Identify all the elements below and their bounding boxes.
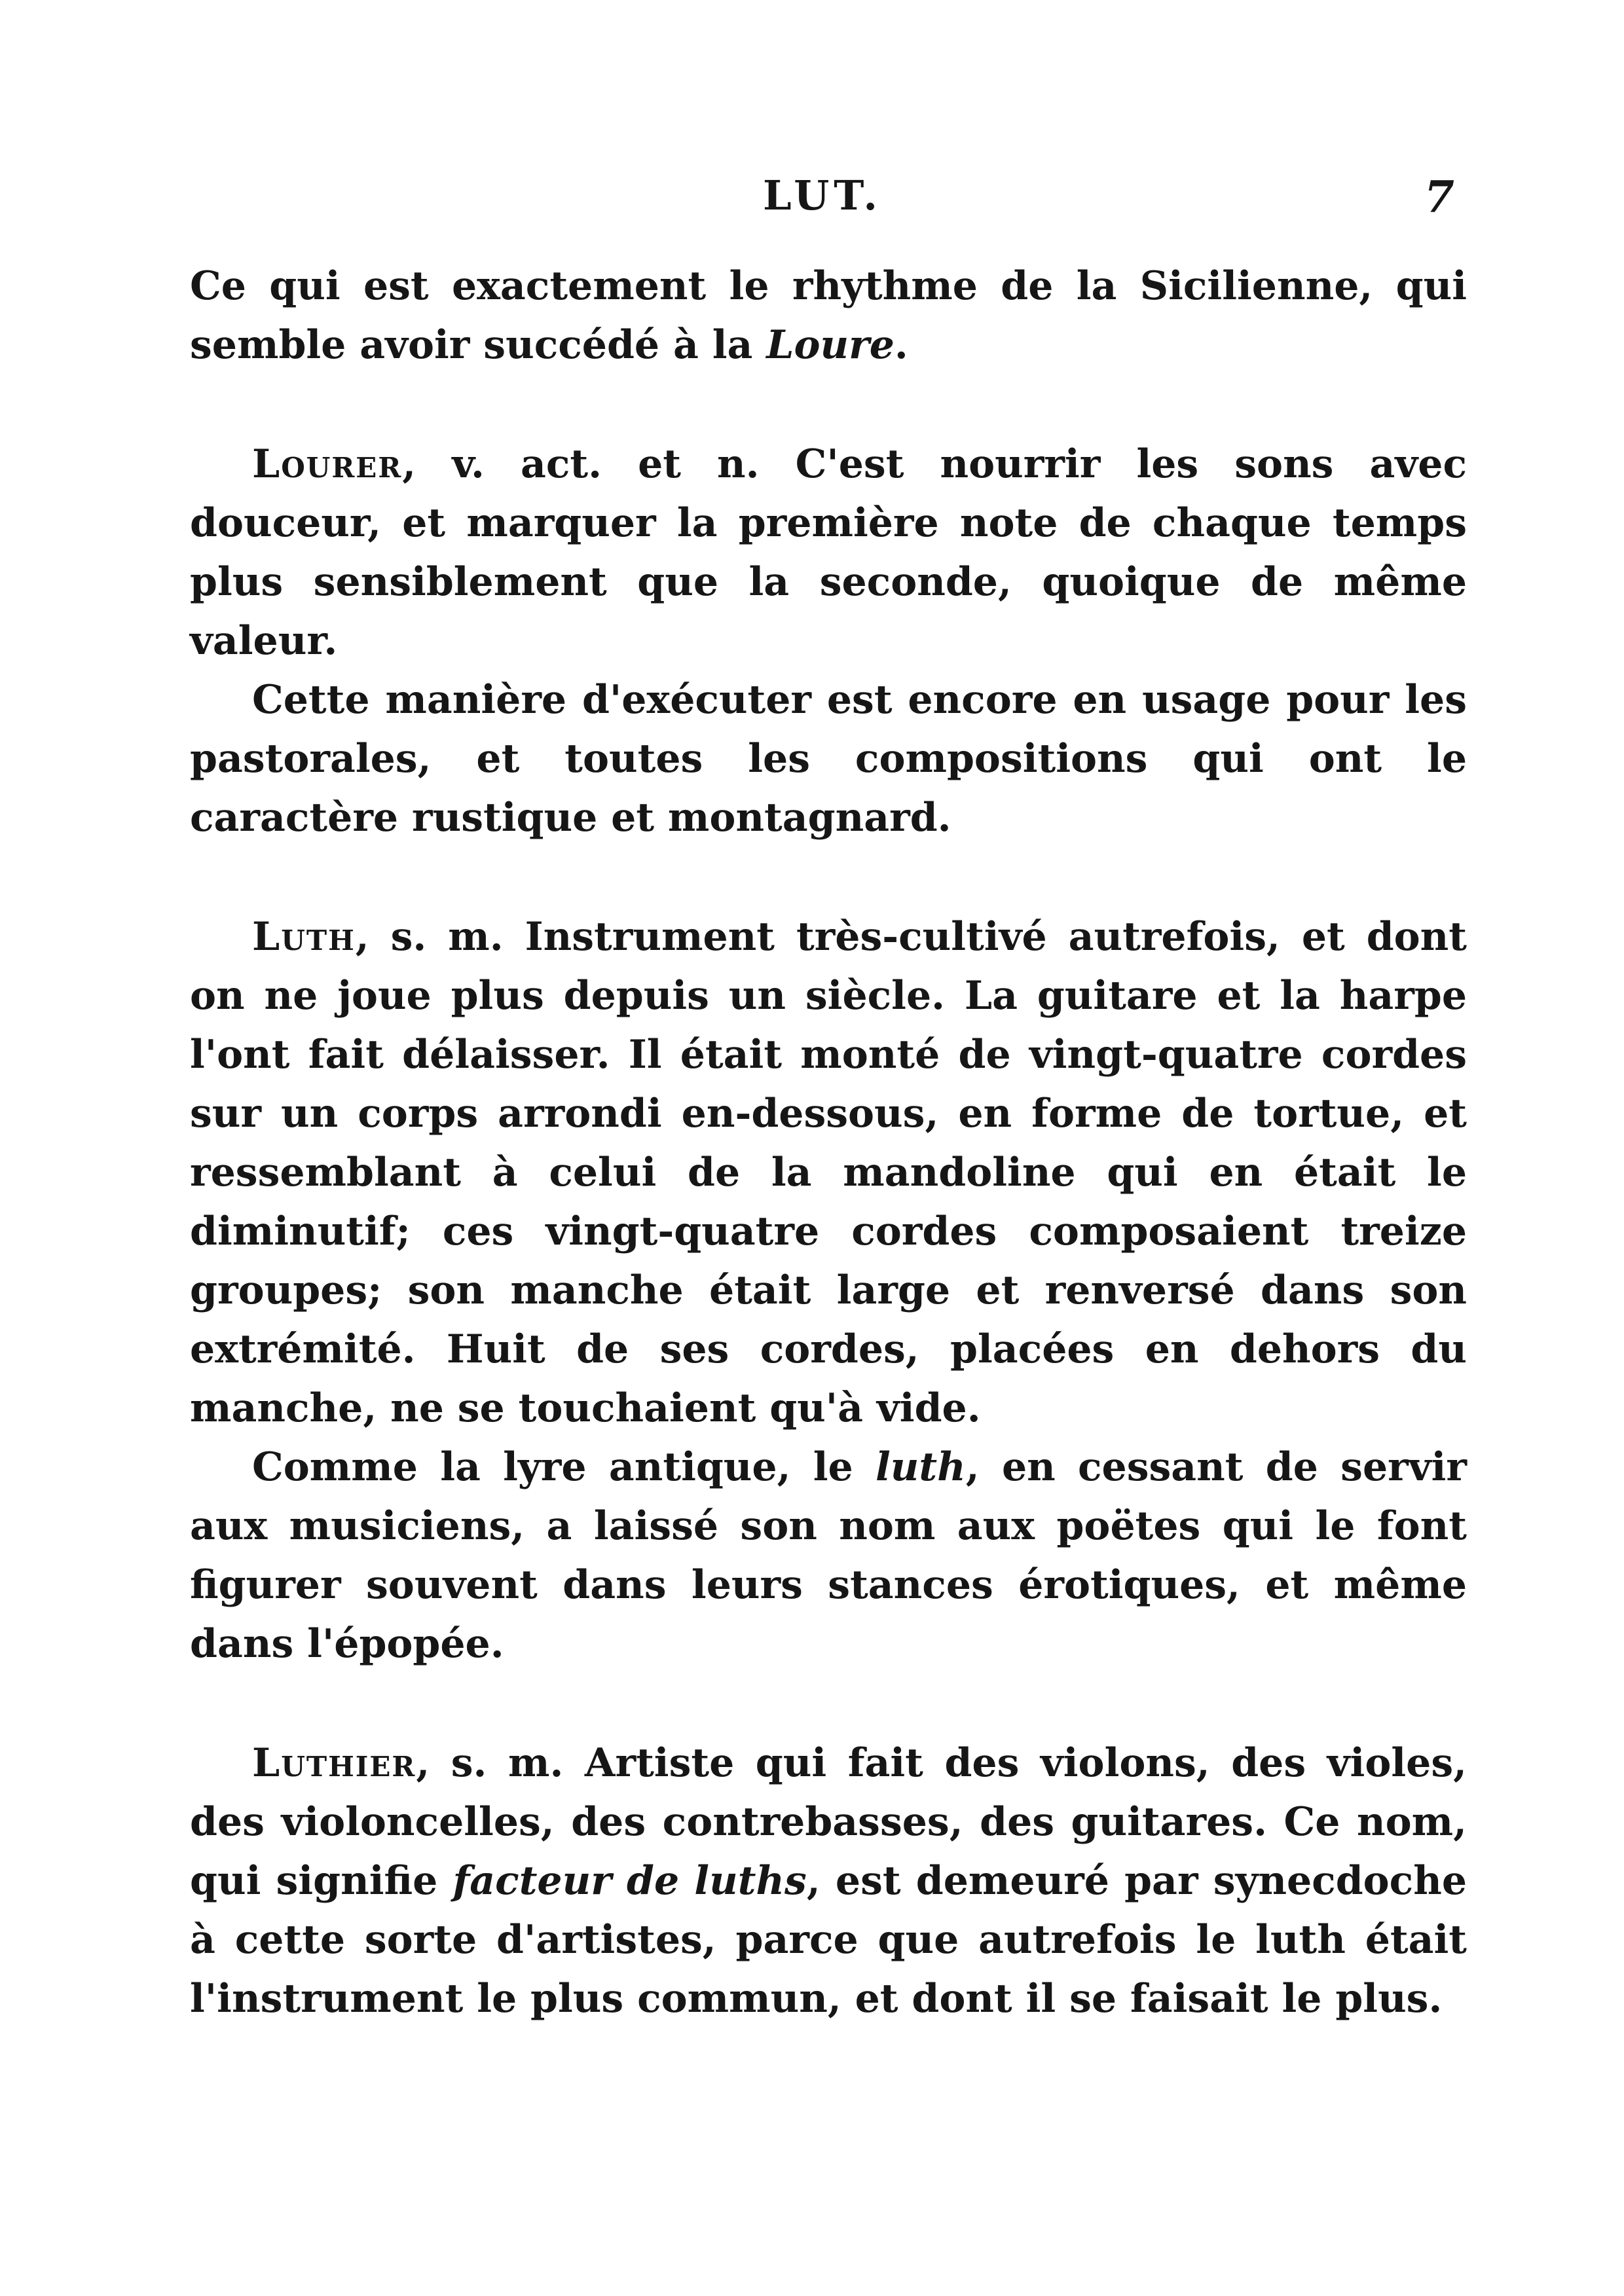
continuation-text: Ce qui est exactement le rhythme de la Sicilienne, qui semble avoir succédé à la (190, 263, 1467, 368)
luth-paragraph-2-start: Comme la lyre antique, le (252, 1444, 876, 1490)
running-head (0, 172, 1624, 230)
headword-lourer: Lourer (252, 441, 403, 487)
definition-luthier-start: , s. m. Artiste qui fait des violons, des violes, des violoncelles, des contrebasses, des guitares. Ce nom, qui signifie (190, 1740, 1467, 1904)
entry-luth (190, 907, 1467, 1438)
continuation-italic-term: Loure (766, 322, 895, 368)
entry-lourer-paragraph-2: Cette manière d'exécuter est encore en usage pour les pastorales, et toutes les compositions qui ont le caractère rustique et montagnard. (190, 677, 1467, 841)
continuation-end: . (894, 322, 908, 368)
definition-luthier-end: , est demeuré par synecdoche à cette sorte d'artistes, parce que autrefois le luth était l'instrument le plus commun, et dont il se faisait le plus. (190, 1858, 1467, 2022)
headword-luth: Luth (252, 914, 356, 960)
definition-luth: , s. m. Instrument très-cultivé autrefois, et dont on ne joue plus depuis un siècle. La guitare et la harpe l'ont fait délaisser. Il était monté de vingt-quatre cordes sur un corps arrondi en-dessous, en forme de tortue, et ressemblant à celui de la mandoline qui en était le diminutif; ces vingt-quatre cordes composaient treize groupes; son manche était large et renversé dans son extrémité. Huit de ses cordes, placées en dehors du manche, ne se touchaient qu'à vide. (190, 914, 1467, 1431)
running-title: LUT. (763, 172, 883, 219)
body-text (190, 257, 1467, 2028)
luth-paragraph-2-italic-term: luth (876, 1444, 966, 1490)
entry-lourer (190, 435, 1467, 670)
definition-lourer: , v. act. et n. C'est nourrir les sons avec douceur, et marquer la première note de chaque temps plus sensiblement que la seconde, quoique de même valeur. (190, 441, 1467, 664)
entry-luthier (190, 1734, 1467, 2028)
page-number: 7 (1424, 172, 1454, 223)
definition-luthier-italic-term: facteur de luths (452, 1858, 807, 1904)
entry-luth-paragraph-2 (190, 1438, 1467, 1673)
headword-luthier: Luthier (252, 1740, 416, 1786)
continuation-paragraph (190, 257, 1467, 374)
luth-paragraph-2-end: , en cessant de servir aux musiciens, a laissé son nom aux poëtes qui le font figurer souvent dans leurs stances érotiques, et même dans l'épopée. (190, 1444, 1467, 1667)
